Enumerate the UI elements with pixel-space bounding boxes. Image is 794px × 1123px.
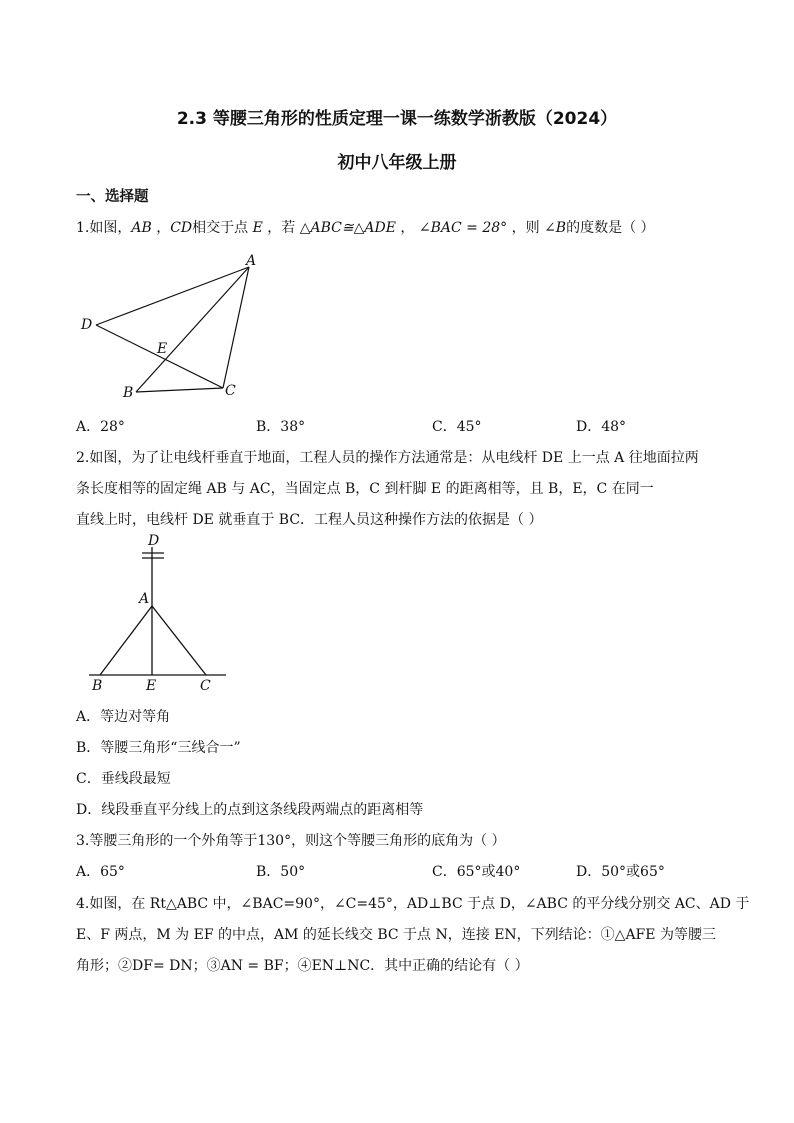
document-title: 2.3 等腰三角形的性质定理一课一练数学浙教版（2024） <box>176 109 618 129</box>
q3-option-b: B．50° <box>256 864 306 880</box>
q2-label-d: D <box>148 533 160 549</box>
q1-stem: 1.如图，AB ，CD相交于点 E ，若 △ABC≅△ADE ， ∠BAC = 28° ，则 ∠B的度数是（ ） <box>76 220 655 236</box>
q2-option-b: B．等腰三角形“三线合一” <box>76 740 241 756</box>
document-subtitle: 初中八年级上册 <box>337 153 457 173</box>
q2-label-e: E <box>146 678 157 694</box>
q2-option-a: A．等边对等角 <box>76 709 171 725</box>
q1-label-c: C <box>225 383 236 399</box>
q4-stem-line-2: E、F 两点，M 为 EF 的中点，AM 的延长线交 BC 于点 N，连接 EN，下列结论：①△AFE 为等腰三 <box>76 927 716 943</box>
q2-stem-line-3: 直线上时，电线杆 DE 就垂直于 BC．工程人员这种操作方法的依据是（ ） <box>76 512 543 528</box>
q1-figure <box>76 252 276 402</box>
q1-label-e: E <box>157 341 168 357</box>
q3-stem: 3.等腰三角形的一个外角等于130°，则这个等腰三角形的底角为（ ） <box>76 833 506 849</box>
q3-option-a: A．65° <box>76 864 125 880</box>
q2-label-c: C <box>200 678 211 694</box>
q2-option-c: C．垂线段最短 <box>76 771 171 787</box>
q1-option-a: A．28° <box>76 419 125 435</box>
q1-label-d: D <box>81 317 93 333</box>
section-heading: 一、选择题 <box>76 189 149 205</box>
q1-label-a: A <box>246 253 257 269</box>
q1-option-d: D．48° <box>576 419 627 435</box>
q4-stem-line-1: 4.如图，在 Rt△ABC 中，∠BAC=90°，∠C=45°，AD⊥BC 于点 D，∠ABC 的平分线分别交 AC、AD 于 <box>76 896 750 912</box>
q3-option-c: C．65°或40° <box>432 864 521 880</box>
q4-stem-line-3: 角形；②DF= DN；③AN = BF；④EN⊥NC．其中正确的结论有（ ） <box>76 958 529 974</box>
q2-figure <box>86 533 236 695</box>
q1-label-b: B <box>123 385 134 401</box>
q2-stem-line-1: 2.如图，为了让电线杆垂直于地面，工程人员的操作方法通常是：从电线杆 DE 上一点 A 往地面拉两 <box>76 450 699 466</box>
q3-option-d: D．50°或65° <box>576 864 665 880</box>
q2-label-b: B <box>92 678 103 694</box>
q2-option-d: D．线段垂直平分线上的点到这条线段两端点的距离相等 <box>76 802 424 818</box>
q1-option-b: B．38° <box>256 419 306 435</box>
q2-label-a: A <box>139 591 150 607</box>
q1-option-c: C．45° <box>432 419 482 435</box>
q2-stem-line-2: 条长度相等的固定绳 AB 与 AC，当固定点 B，C 到杆脚 E 的距离相等，且 B，E，C 在同一 <box>76 481 654 497</box>
